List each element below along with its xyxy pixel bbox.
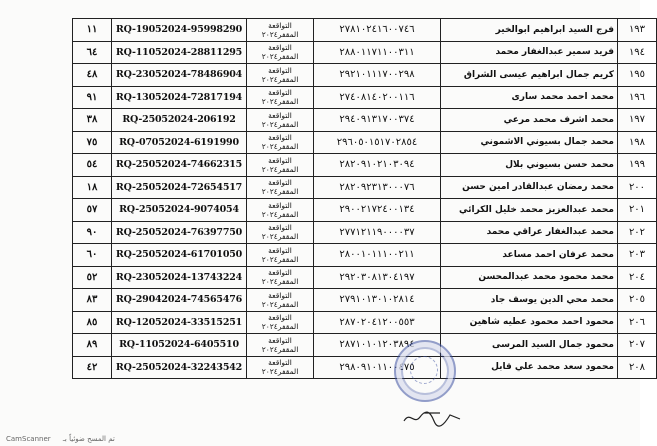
table-row [73, 311, 657, 334]
row-number: ٣٨ [73, 109, 112, 132]
national-id: ٢٨٠٠١٠١١١٠٠٢١١ [314, 244, 441, 267]
person-name: فريد سمير عبدالغفار محمد [441, 41, 618, 64]
location-line2: المقفر٢٠٢٤ [261, 277, 299, 287]
location-line1: التواقعة [268, 133, 292, 143]
serial-number: ٢٠٥ [618, 289, 657, 312]
official-stamp [394, 340, 456, 402]
person-name: محمد عبدالعزيز محمد خليل الكرائي [441, 199, 618, 222]
table-row [73, 244, 657, 267]
national-id: ٢٩٤٠٩١٣١٧٠٠٣٧٤ [314, 109, 441, 132]
names-table [72, 18, 657, 379]
location-line2: المقفر٢٠٢٤ [261, 367, 299, 377]
serial-number: ١٩٩ [618, 154, 657, 177]
location-line1: التواقعة [268, 358, 292, 368]
row-number: ٥٧ [73, 199, 112, 222]
location-cell [247, 244, 314, 267]
scanner-footer [0, 434, 640, 446]
national-id: ٢٧٤٠٨١٤٠٢٠٠١١٦ [314, 86, 441, 109]
row-number: ٥٢ [73, 266, 112, 289]
request-code: RQ-25052024-32243542 [112, 356, 247, 379]
location-line2: المقفر٢٠٢٤ [261, 254, 299, 264]
location-cell [247, 109, 314, 132]
serial-number: ١٩٨ [618, 131, 657, 154]
person-name: محمد محمود محمد عبدالمحسن [441, 266, 618, 289]
serial-number: ١٩٥ [618, 64, 657, 87]
location-line2: المقفر٢٠٢٤ [261, 52, 299, 62]
location-line1: التواقعة [268, 290, 292, 300]
location-line1: التواقعة [268, 200, 292, 210]
location-cell [247, 86, 314, 109]
row-number: ١١ [73, 19, 112, 42]
national-id: ٢٩٠٠٢١٧٢٤٠٠١٣٤ [314, 199, 441, 222]
table-row [73, 176, 657, 199]
location-line2: المقفر٢٠٢٤ [261, 344, 299, 354]
table-row [73, 266, 657, 289]
table-row [73, 41, 657, 64]
request-code: RQ-25052024-9074054 [112, 199, 247, 222]
row-number: ٩١ [73, 86, 112, 109]
location-cell [247, 154, 314, 177]
national-id: ٢٨٨٠١١٧١١٠٠٣١١ [314, 41, 441, 64]
request-code: RQ-19052024-95998290 [112, 19, 247, 42]
request-code: RQ-13052024-72817194 [112, 86, 247, 109]
serial-number: ١٩٣ [618, 19, 657, 42]
location-line1: التواقعة [268, 110, 292, 120]
national-id: ٢٨٢٠٩١٠٢١٠٣٠٩٤ [314, 154, 441, 177]
serial-number: ٢٠٦ [618, 311, 657, 334]
location-cell [247, 41, 314, 64]
person-name: محمد جمال بسيوني الاشموني [441, 131, 618, 154]
row-number: ٥٤ [73, 154, 112, 177]
table-row [73, 199, 657, 222]
request-code: RQ-25052024-76397750 [112, 221, 247, 244]
national-id: ٢٨٢٠٩٢٣١٣٠٠٠٧٦ [314, 176, 441, 199]
row-number: ٤٢ [73, 356, 112, 379]
person-name: محمد حسن بسيوني بلال [441, 154, 618, 177]
serial-number: ٢٠٤ [618, 266, 657, 289]
table-row [73, 334, 657, 357]
location-line2: المقفر٢٠٢٤ [261, 119, 299, 129]
scanner-watermark [6, 435, 115, 443]
serial-number: ٢٠٠ [618, 176, 657, 199]
location-line1: التواقعة [268, 65, 292, 75]
location-cell [247, 64, 314, 87]
national-id: ٢٩٢١٠١١١٧٠٠٢٩٨ [314, 64, 441, 87]
location-line1: التواقعة [268, 155, 292, 165]
location-cell [247, 311, 314, 334]
serial-number: ٢٠٣ [618, 244, 657, 267]
table-row [73, 131, 657, 154]
serial-number: ١٩٧ [618, 109, 657, 132]
location-cell [247, 19, 314, 42]
location-cell [247, 199, 314, 222]
scanner-name: تم المسح ضوئياً بـ [62, 435, 115, 443]
location-line1: التواقعة [268, 223, 292, 233]
person-name: محمد عرفان احمد مساعد [441, 244, 618, 267]
request-code: RQ-11052024-6405510 [112, 334, 247, 357]
location-line2: المقفر٢٠٢٤ [261, 322, 299, 332]
row-number: ٦٤ [73, 41, 112, 64]
location-cell [247, 266, 314, 289]
person-name: محمد محي الدين يوسف جاد [441, 289, 618, 312]
person-name: محمد رمضان عبدالقادر امين حسن [441, 176, 618, 199]
person-name: كريم جمال ابراهيم عيسى الشراق [441, 64, 618, 87]
location-line1: التواقعة [268, 268, 292, 278]
row-number: ٦٠ [73, 244, 112, 267]
person-name: محمود جمال السيد المرسى [441, 334, 618, 357]
request-code: RQ-11052024-28811295 [112, 41, 247, 64]
location-line1: التواقعة [268, 178, 292, 188]
serial-number: ٢٠٨ [618, 356, 657, 379]
row-number: ٨٥ [73, 311, 112, 334]
serial-number: ١٩٦ [618, 86, 657, 109]
serial-number: ١٩٤ [618, 41, 657, 64]
location-line1: التواقعة [268, 20, 292, 30]
row-number: ٨٣ [73, 289, 112, 312]
location-cell [247, 289, 314, 312]
location-cell [247, 356, 314, 379]
table-row [73, 289, 657, 312]
serial-number: ٢٠١ [618, 199, 657, 222]
request-code: RQ-25052024-61701050 [112, 244, 247, 267]
names-table-body [73, 19, 657, 379]
location-line1: التواقعة [268, 313, 292, 323]
location-cell [247, 176, 314, 199]
location-line2: المقفر٢٠٢٤ [261, 29, 299, 39]
table-row [73, 109, 657, 132]
location-line2: المقفر٢٠٢٤ [261, 209, 299, 219]
table-row [73, 154, 657, 177]
location-line2: المقفر٢٠٢٤ [261, 232, 299, 242]
request-code: RQ-25052024-74662315 [112, 154, 247, 177]
location-cell [247, 334, 314, 357]
national-id: ٢٧٧١٢١١٩٠٠٠٠٣٧ [314, 221, 441, 244]
national-id: ٢٧٨١٠٢٤١٦٠٠٧٤٦ [314, 19, 441, 42]
table-row [73, 86, 657, 109]
scanner-label: CamScanner [6, 435, 51, 443]
serial-number: ٢٠٢ [618, 221, 657, 244]
location-cell [247, 221, 314, 244]
signature [400, 407, 470, 429]
location-line1: التواقعة [268, 335, 292, 345]
row-number: ٩٠ [73, 221, 112, 244]
national-id: ٢٩٢٠٣٠٨١٣٠٤١٩٧ [314, 266, 441, 289]
national-id: ٢٨٧١٠١٠١٢٠٣٨٩٤ [314, 334, 441, 357]
location-line2: المقفر٢٠٢٤ [261, 299, 299, 309]
request-code: RQ-29042024-74565476 [112, 289, 247, 312]
location-line1: التواقعة [268, 88, 292, 98]
request-code: RQ-23052024-78486904 [112, 64, 247, 87]
request-code: RQ-25052024-206192 [112, 109, 247, 132]
national-id: ٢٩٦٠٥٠١٥١٧٠٢٨٥٤ [314, 131, 441, 154]
national-id: ٢٨٧٠٢٠٤١٢٠٠٥٥٣ [314, 311, 441, 334]
location-line2: المقفر٢٠٢٤ [261, 187, 299, 197]
person-name: محمد اشرف محمد مرعي [441, 109, 618, 132]
location-line1: التواقعة [268, 43, 292, 53]
request-code: RQ-12052024-33515251 [112, 311, 247, 334]
person-name: محمد احمد محمد سارى [441, 86, 618, 109]
table-row [73, 64, 657, 87]
location-line2: المقفر٢٠٢٤ [261, 74, 299, 84]
person-name: محمود سعد محمد علي قابل [441, 356, 618, 379]
location-line2: المقفر٢٠٢٤ [261, 142, 299, 152]
request-code: RQ-23052024-13743224 [112, 266, 247, 289]
table-row [73, 356, 657, 379]
stamp-inner-ring [410, 356, 438, 384]
person-name: محمود احمد محمود عطيه شاهين [441, 311, 618, 334]
location-cell [247, 131, 314, 154]
row-number: ٧٥ [73, 131, 112, 154]
location-line1: التواقعة [268, 245, 292, 255]
location-line2: المقفر٢٠٢٤ [261, 164, 299, 174]
person-name: محمد عبدالغفار عراقي محمد [441, 221, 618, 244]
request-code: RQ-07052024-6191990 [112, 131, 247, 154]
request-code: RQ-25052024-72654517 [112, 176, 247, 199]
row-number: ١٨ [73, 176, 112, 199]
person-name: فرج السيد ابراهيم ابوالخير [441, 19, 618, 42]
table-row [73, 221, 657, 244]
row-number: ٨٩ [73, 334, 112, 357]
table-row [73, 19, 657, 42]
serial-number: ٢٠٧ [618, 334, 657, 357]
national-id: ٢٧٩١٠١٣٠١٠٢٨١٤ [314, 289, 441, 312]
row-number: ٤٨ [73, 64, 112, 87]
national-id: ٢٩٨٠٩١٠١١٠٠٤٧٥ [314, 356, 441, 379]
location-line2: المقفر٢٠٢٤ [261, 97, 299, 107]
